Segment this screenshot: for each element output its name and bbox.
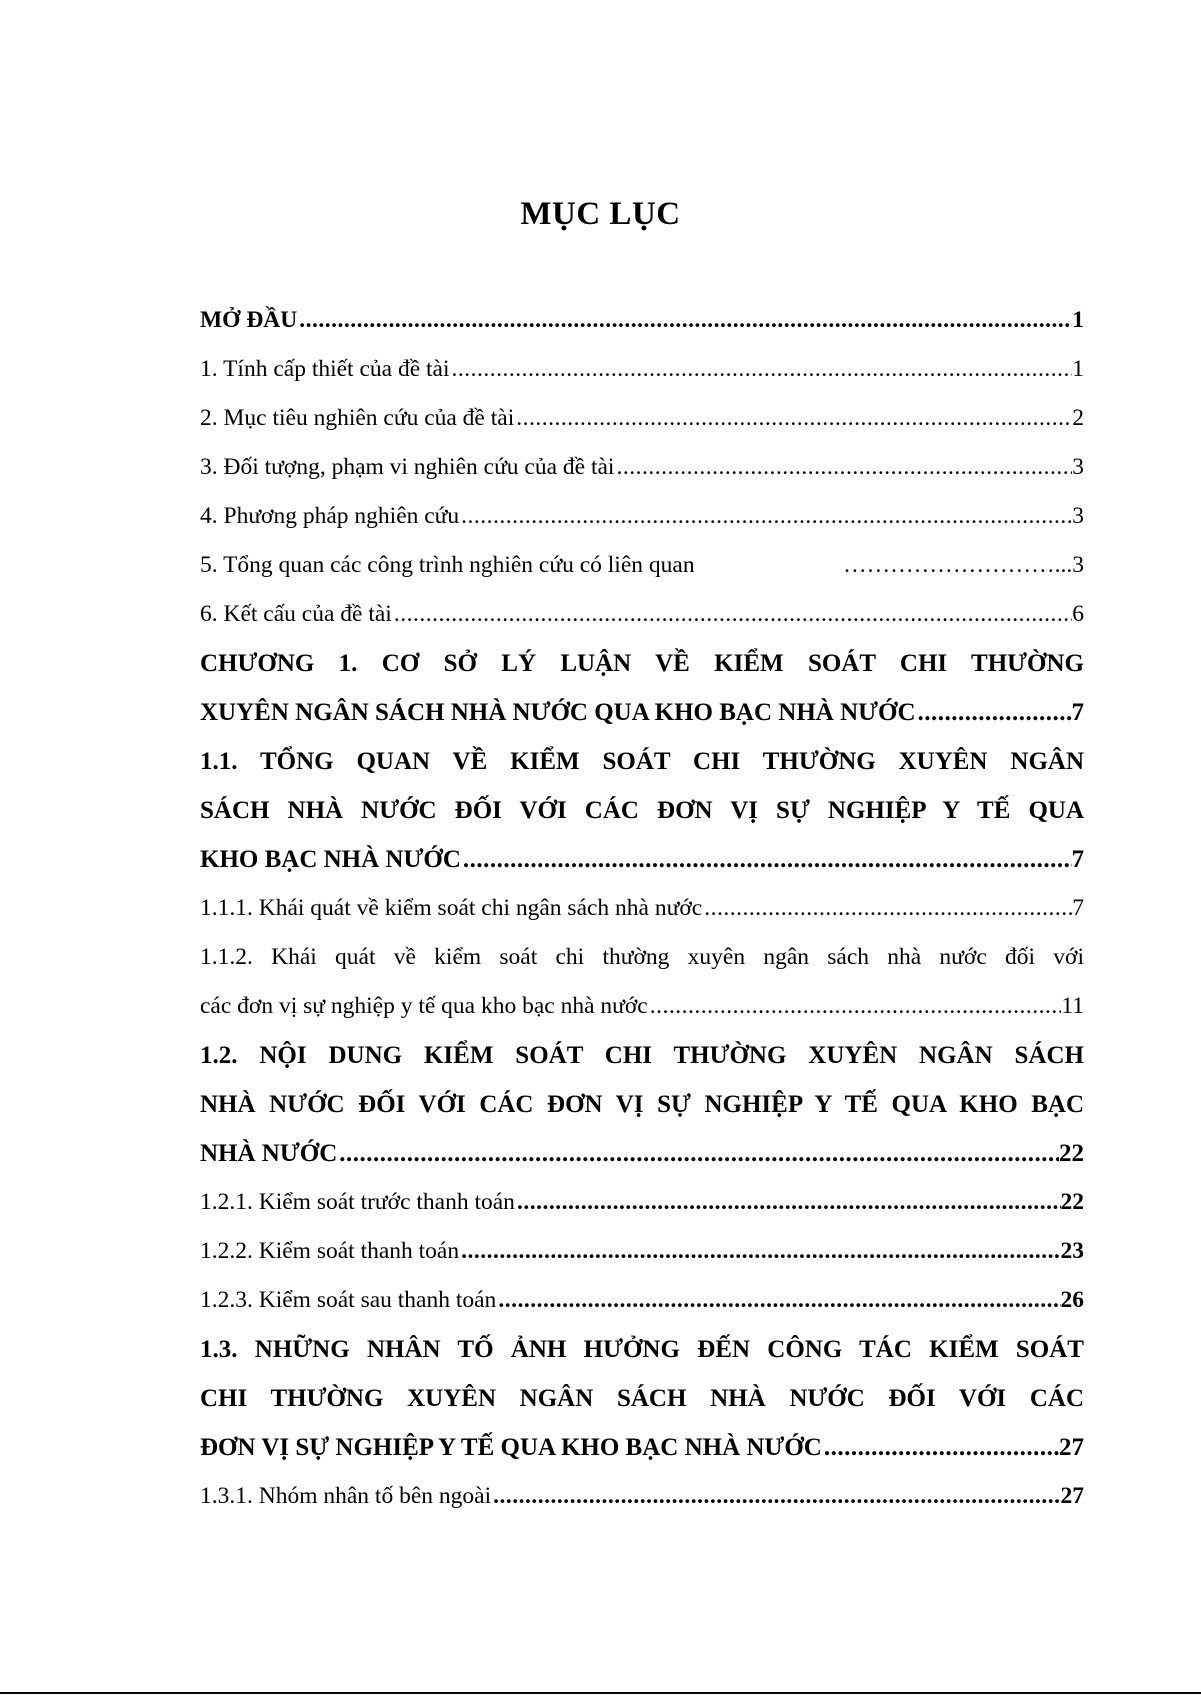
toc-entry-text: 1.2.1. Kiểm soát trước thanh toán [200,1189,515,1215]
toc-entry-2[interactable] [200,394,1084,443]
toc-entry-text-line: 1.1. TỔNG QUAN VỀ KIỂM SOÁT CHI THƯỜNG XUYÊN NGÂN [200,748,1084,775]
toc-entry-text: 1. Tính cấp thiết của đề tài [200,356,450,382]
toc-entry-text: 5. Tổng quan các công trình nghiên cứu có liên quan [200,552,695,578]
toc-page-number: 22 [1060,1189,1084,1215]
toc-entry-1[interactable] [200,345,1084,394]
dot-leader [648,982,1062,1031]
dot-leader [459,492,1072,541]
dot-leader [916,688,1072,737]
toc-entry-text-line: 1.3. NHỮNG NHÂN TỐ ẢNH HƯỞNG ĐẾN CÔNG TÁC KIỂM SOÁT [200,1336,1084,1363]
toc-entry-chapter-1[interactable] [200,639,1084,737]
dot-leader [514,394,1072,443]
toc-entry-text: 2. Mục tiêu nghiên cứu của đề tài [200,405,515,431]
dot-leader [461,835,1072,884]
toc-entry-text-line: CHI THƯỜNG XUYÊN NGÂN SÁCH NHÀ NƯỚC ĐỐI VỚI CÁC [200,1385,1084,1412]
dot-leader [822,1423,1059,1472]
toc-entry-text-line: NHÀ NƯỚC [200,1140,338,1167]
toc-entry-text: 1.2.3. Kiểm soát sau thanh toán [200,1287,497,1313]
toc-entry-5[interactable] [200,541,1084,590]
toc-entry-1-1-1[interactable] [200,884,1084,933]
toc-entry-text: 6. Kết cấu của đề tài [200,601,392,627]
toc-entry-text: 1.1.1. Khái quát về kiểm soát chi ngân sách nhà nước [200,895,703,921]
dot-leader [450,345,1073,394]
toc-page-number: 3 [1072,454,1084,480]
toc-entry-1-2-3[interactable] [200,1276,1084,1325]
toc-page-number: 7 [1071,699,1084,726]
toc-page-number: 27 [1060,1483,1084,1509]
toc-page-number: 27 [1059,1434,1084,1461]
toc-entry-text: 4. Phương pháp nghiên cứu [200,503,460,529]
toc-entry-text-line: KHO BẠC NHÀ NƯỚC [200,846,461,873]
toc-entry-text-line: SÁCH NHÀ NƯỚC ĐỐI VỚI CÁC ĐƠN VỊ SỰ NGHIỆP Y TẾ QUA [200,797,1084,824]
dot-leader [614,443,1072,492]
dot-leader [297,296,1072,345]
dot-leader [515,1178,1061,1227]
toc-page-number: 7 [1072,895,1084,921]
toc-entry-3[interactable] [200,443,1084,492]
toc-entry-text: 1.3.1. Nhóm nhân tố bên ngoài [200,1483,492,1509]
toc-entry-section-1-1[interactable] [200,737,1084,884]
dot-leader [702,884,1072,933]
toc-page-number: 1 [1072,356,1084,382]
dot-leader [337,1129,1059,1178]
table-of-contents [200,296,1084,1521]
toc-page-number: 22 [1059,1140,1084,1167]
toc-entry-text-line: XUYÊN NGÂN SÁCH NHÀ NƯỚC QUA KHO BẠC NHÀ NƯỚC [200,699,916,726]
ellipsis-leader: ………………………... [843,552,1073,578]
toc-entry-text-line: NHÀ NƯỚC ĐỐI VỚI CÁC ĐƠN VỊ SỰ NGHIỆP Y TẾ QUA KHO BẠC [200,1091,1084,1118]
dot-leader [392,590,1072,639]
toc-entry-4[interactable] [200,492,1084,541]
toc-entry-text-line: 1.1.2. Khái quát về kiểm soát chi thường xuyên ngân sách nhà nước đối với [200,944,1084,970]
toc-entry-1-2-1[interactable] [200,1178,1084,1227]
toc-page-number: 2 [1072,405,1084,431]
dot-leader [491,1472,1060,1521]
toc-entry-mo-dau[interactable] [200,296,1084,345]
toc-entry-text: 1.2.2. Kiểm soát thanh toán [200,1238,460,1264]
toc-page-number: 1 [1072,307,1084,333]
toc-page-number: 23 [1060,1238,1084,1264]
toc-page-number: 6 [1072,601,1084,627]
toc-entry-section-1-2[interactable] [200,1031,1084,1178]
toc-entry-1-3-1[interactable] [200,1472,1084,1521]
toc-entry-text: 3. Đối tượng, phạm vi nghiên cứu của đề tài [200,454,615,480]
toc-entry-section-1-3[interactable] [200,1325,1084,1472]
toc-entry-text-line: các đơn vị sự nghiệp y tế qua kho bạc nhà nước [200,993,648,1019]
toc-page-number: 7 [1071,846,1084,873]
toc-page-number: 26 [1060,1287,1084,1313]
toc-entry-1-2-2[interactable] [200,1227,1084,1276]
toc-entry-text-line: CHƯƠNG 1. CƠ SỞ LÝ LUẬN VỀ KIỂM SOÁT CHI THƯỜNG [200,650,1084,677]
toc-page-number: 3 [1072,503,1084,529]
toc-entry-1-1-2[interactable] [200,933,1084,1031]
page-bottom-border [0,1692,1201,1694]
page-title: MỤC LỤC [520,196,681,232]
toc-entry-text: MỞ ĐẦU [200,307,298,333]
dot-leader [496,1276,1060,1325]
dot-leader [459,1227,1060,1276]
toc-entry-text-line: 1.2. NỘI DUNG KIỂM SOÁT CHI THƯỜNG XUYÊN NGÂN SÁCH [200,1042,1084,1069]
toc-entry-text-line: ĐƠN VỊ SỰ NGHIỆP Y TẾ QUA KHO BẠC NHÀ NƯỚC [200,1434,822,1461]
toc-page-number: 11 [1061,993,1084,1019]
toc-entry-6[interactable] [200,590,1084,639]
toc-page-number: 3 [1072,552,1084,578]
